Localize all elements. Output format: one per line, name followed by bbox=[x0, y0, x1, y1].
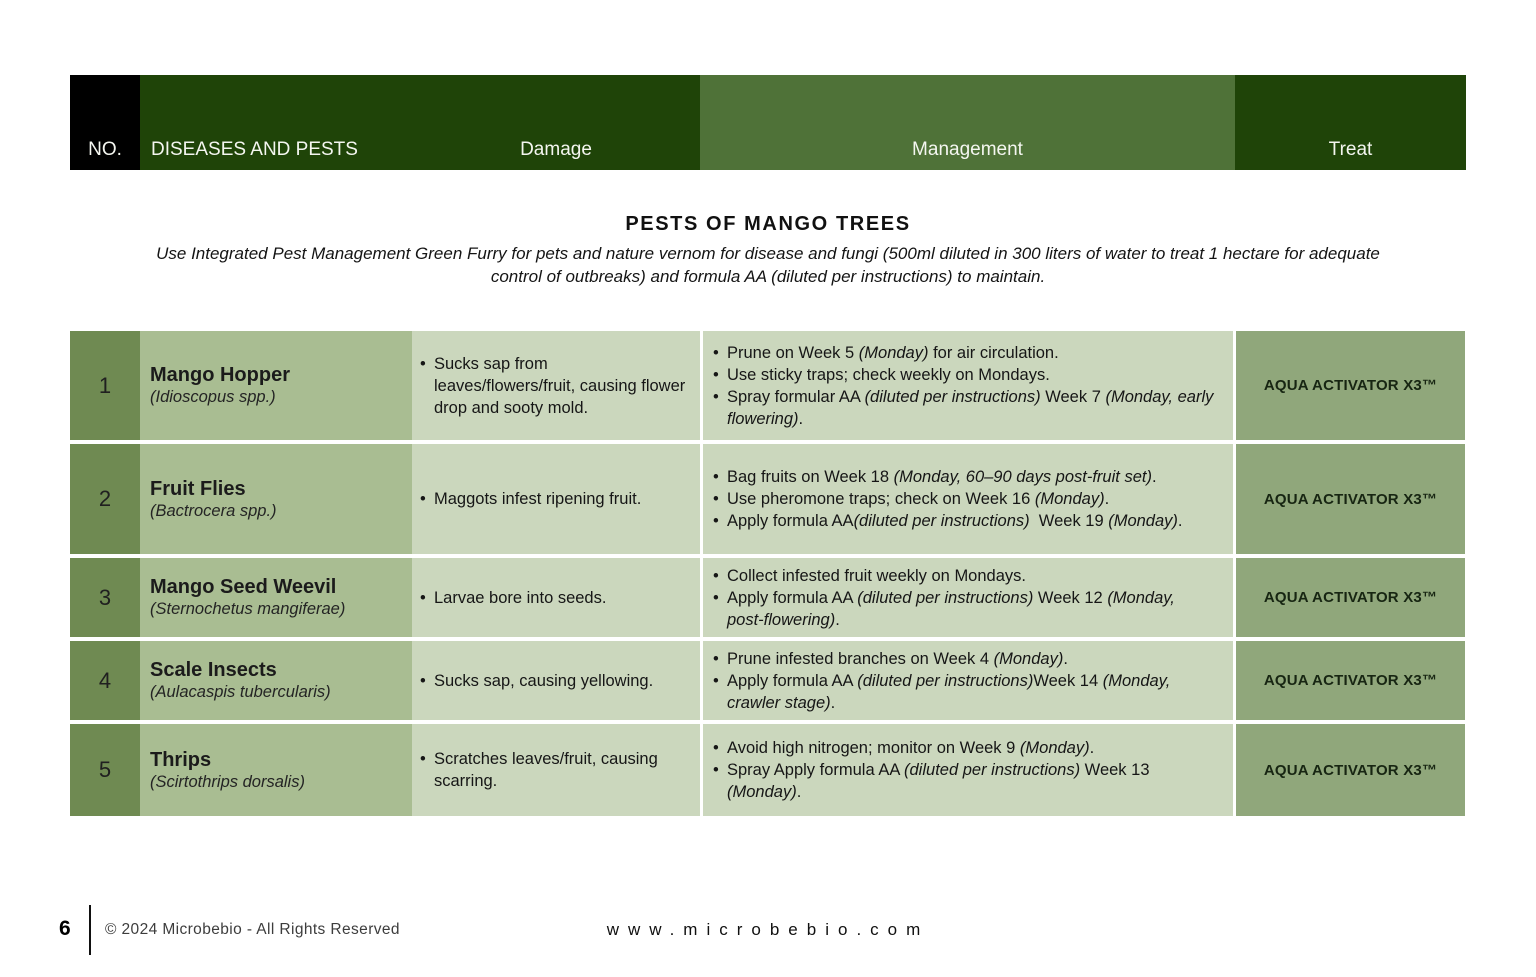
italic-note: (Monday) bbox=[1108, 512, 1178, 530]
list-item-text bbox=[727, 759, 1215, 803]
table-header bbox=[70, 75, 1466, 170]
bullet-icon: • bbox=[713, 365, 719, 384]
treat-cell bbox=[1236, 444, 1465, 554]
list-item bbox=[420, 748, 688, 792]
copyright-text: © 2024 Microbebio - All Rights Reserved bbox=[105, 921, 400, 938]
list-item bbox=[713, 565, 1215, 587]
treat-product-name: AQUA ACTIVATOR X3™ bbox=[1263, 672, 1438, 689]
row-number-cell: 1 bbox=[70, 331, 140, 440]
header-cell-treat bbox=[1235, 75, 1466, 170]
pest-cell bbox=[140, 641, 412, 720]
pest-cell bbox=[140, 558, 412, 637]
text-segment: . bbox=[1177, 512, 1183, 530]
bullet-icon: • bbox=[713, 671, 719, 690]
pest-species: (Bactrocera spp.) bbox=[150, 501, 277, 520]
treat-product-name: AQUA ACTIVATOR X3™ bbox=[1263, 761, 1438, 779]
text-segment: . bbox=[798, 409, 804, 428]
text-segment: Week 19 bbox=[1029, 512, 1109, 530]
intro-subtitle: Use Integrated Pest Management Green Furry for pets and nature vernom for disease and fungi (500ml diluted in 300 liters of water to treat 1 hectare for adequate control of outbreaks) and formula AA (diluted per instructions) to maintain. bbox=[156, 244, 1380, 286]
text-segment: . bbox=[835, 610, 840, 629]
bullet-icon: • bbox=[713, 387, 719, 406]
list-item bbox=[713, 466, 1215, 488]
text-segment: Prune infested branches on Week 4 bbox=[727, 649, 994, 668]
list-item-text bbox=[434, 748, 688, 792]
italic-note: (Monday) bbox=[1019, 739, 1090, 757]
italic-note: (Monday) bbox=[1034, 490, 1105, 508]
text-segment: Apply formula AA bbox=[727, 671, 858, 690]
bullet-icon: • bbox=[713, 343, 719, 362]
treat-cell bbox=[1236, 724, 1465, 816]
header-no-label: NO. bbox=[88, 139, 122, 160]
pest-name: Scale Insects bbox=[150, 659, 277, 681]
pest-name: Thrips bbox=[150, 748, 212, 771]
text-segment: Sucks sap, causing yellowing. bbox=[434, 671, 654, 690]
list-item-text bbox=[727, 587, 1215, 631]
list-item bbox=[420, 488, 688, 510]
text-segment: Apply formula AA bbox=[727, 512, 854, 530]
bullet-icon: • bbox=[713, 512, 719, 530]
bullet-icon: • bbox=[420, 490, 426, 508]
header-diseases-pests-label: DISEASES AND PESTS bbox=[151, 139, 358, 160]
text-segment: . bbox=[1089, 739, 1095, 757]
text-segment: Week 7 bbox=[1040, 387, 1106, 406]
list-item-text bbox=[727, 342, 1215, 364]
bullet-icon: • bbox=[713, 490, 719, 508]
pest-name: Mango Seed Weevil bbox=[150, 576, 337, 598]
text-segment: for air circulation. bbox=[928, 343, 1059, 362]
list-item-text bbox=[727, 565, 1215, 587]
bullet-icon: • bbox=[713, 739, 719, 757]
treat-product-name: AQUA ACTIVATOR X3™ bbox=[1263, 490, 1438, 508]
list-item bbox=[713, 587, 1215, 631]
text-segment: Bag fruits on Week 18 bbox=[727, 468, 894, 486]
list-item bbox=[713, 737, 1215, 759]
text-segment: Scratches leaves/fruit, causing scarring. bbox=[434, 750, 663, 790]
damage-cell bbox=[412, 444, 703, 554]
pest-species: (Sternochetus mangiferae) bbox=[150, 600, 346, 618]
row-number-cell: 3 bbox=[70, 558, 140, 637]
pest-cell bbox=[140, 331, 412, 440]
italic-note: (Monday, early flowering) bbox=[727, 387, 1218, 428]
table-row bbox=[70, 444, 1466, 554]
italic-note: (diluted per instructions) bbox=[853, 512, 1030, 530]
text-segment: Prune on Week 5 bbox=[727, 343, 859, 362]
row-number-cell: 5 bbox=[70, 724, 140, 816]
header-cell-diseases-pests bbox=[140, 75, 700, 170]
list-item bbox=[713, 648, 1215, 670]
list-item-text bbox=[727, 737, 1215, 759]
treat-cell bbox=[1236, 641, 1465, 720]
pest-species: (Scirtothrips dorsalis) bbox=[150, 772, 305, 791]
list-item-text bbox=[727, 648, 1215, 670]
italic-note: (Monday, 60–90 days post-fruit set) bbox=[893, 468, 1152, 486]
bullet-icon: • bbox=[420, 671, 426, 690]
list-item bbox=[713, 670, 1215, 714]
list-item bbox=[713, 342, 1215, 364]
bullet-icon: • bbox=[713, 566, 719, 585]
bullet-icon: • bbox=[713, 649, 719, 668]
text-segment: Sucks sap from leaves/flowers/fruit, causing flower drop and sooty mold. bbox=[434, 354, 690, 417]
intro-section bbox=[0, 213, 1536, 288]
treat-product-name: AQUA ACTIVATOR X3™ bbox=[1263, 589, 1438, 606]
text-segment: . bbox=[796, 783, 802, 801]
italic-note: (Monday) bbox=[727, 783, 797, 801]
damage-cell bbox=[412, 331, 703, 440]
italic-note: (diluted per instructions) bbox=[904, 761, 1081, 779]
management-cell bbox=[703, 641, 1236, 720]
bullet-icon: • bbox=[713, 761, 719, 779]
pest-name: Fruit Flies bbox=[150, 477, 246, 500]
pest-species: (Aulacaspis tubercularis) bbox=[150, 683, 331, 701]
list-item-text bbox=[727, 386, 1218, 430]
italic-note: (diluted per instructions) bbox=[857, 671, 1034, 690]
header-cell-no bbox=[70, 75, 140, 170]
text-segment: Collect infested fruit weekly on Mondays. bbox=[727, 566, 1026, 585]
text-segment: . bbox=[1151, 468, 1157, 486]
text-segment: Week 12 bbox=[1033, 588, 1108, 607]
list-item bbox=[713, 759, 1215, 803]
header-management-label: Management bbox=[912, 139, 1023, 160]
text-segment: Larvae bore into seeds. bbox=[434, 588, 607, 607]
treat-cell bbox=[1236, 558, 1465, 637]
management-cell bbox=[703, 331, 1236, 440]
header-treat-label: Treat bbox=[1328, 139, 1373, 160]
damage-cell bbox=[412, 724, 703, 816]
italic-note: (Monday) bbox=[858, 343, 929, 362]
italic-note: (diluted per instructions) bbox=[864, 387, 1041, 406]
table-row bbox=[70, 641, 1466, 720]
list-item-text bbox=[727, 510, 1215, 532]
italic-note: (Monday) bbox=[993, 649, 1064, 668]
text-segment: Week 14 bbox=[1033, 671, 1103, 690]
page-number: 6 bbox=[59, 917, 71, 940]
pest-cell bbox=[140, 724, 412, 816]
text-segment: Spray Apply formula AA bbox=[727, 761, 905, 779]
page-title: PESTS OF MANGO TREES bbox=[625, 213, 911, 235]
table-row bbox=[70, 331, 1466, 440]
damage-cell bbox=[412, 558, 703, 637]
list-item bbox=[713, 510, 1215, 532]
list-item-text bbox=[434, 353, 688, 419]
italic-note: (Monday, post-flowering) bbox=[727, 588, 1180, 629]
treat-cell bbox=[1236, 331, 1465, 440]
management-cell bbox=[703, 444, 1236, 554]
list-item-text bbox=[434, 488, 688, 510]
list-item bbox=[420, 353, 688, 419]
damage-cell bbox=[412, 641, 703, 720]
text-segment: . bbox=[1104, 490, 1110, 508]
header-cell-management bbox=[700, 75, 1235, 170]
text-segment: Spray formular AA bbox=[727, 387, 865, 406]
pest-cell bbox=[140, 444, 412, 554]
row-number-cell: 2 bbox=[70, 444, 140, 554]
text-segment: . bbox=[1063, 649, 1068, 668]
pest-table bbox=[70, 331, 1466, 816]
text-segment: Use sticky traps; check weekly on Mondays. bbox=[727, 365, 1050, 384]
bullet-icon: • bbox=[420, 354, 426, 373]
website-text: www.microbebio.com bbox=[606, 920, 930, 939]
list-item-text bbox=[727, 466, 1215, 488]
pest-species: (Idioscopus spp.) bbox=[150, 388, 276, 406]
list-item bbox=[420, 587, 688, 609]
management-cell bbox=[703, 558, 1236, 637]
list-item-text bbox=[434, 670, 688, 692]
list-item-text bbox=[434, 587, 688, 609]
text-segment: Apply formula AA bbox=[727, 588, 858, 607]
row-number-cell: 4 bbox=[70, 641, 140, 720]
header-damage-label: Damage bbox=[520, 139, 592, 160]
list-item-text bbox=[727, 670, 1215, 714]
list-item-text bbox=[727, 488, 1215, 510]
bullet-icon: • bbox=[713, 468, 719, 486]
text-segment: Use pheromone traps; check on Week 16 bbox=[727, 490, 1035, 508]
management-cell bbox=[703, 724, 1236, 816]
list-item bbox=[713, 488, 1215, 510]
table-row bbox=[70, 558, 1466, 637]
list-item bbox=[713, 364, 1215, 386]
text-segment: Maggots infest ripening fruit. bbox=[434, 490, 642, 508]
treat-product-name: AQUA ACTIVATOR X3™ bbox=[1263, 377, 1438, 394]
bullet-icon: • bbox=[420, 750, 426, 768]
pest-name: Mango Hopper bbox=[150, 364, 290, 386]
bullet-icon: • bbox=[420, 588, 426, 607]
bullet-icon: • bbox=[713, 588, 719, 607]
text-segment: Avoid high nitrogen; monitor on Week 9 bbox=[727, 739, 1020, 757]
text-segment: . bbox=[830, 693, 836, 712]
table-row bbox=[70, 724, 1466, 816]
list-item-text bbox=[727, 364, 1215, 386]
list-item bbox=[420, 670, 688, 692]
text-segment: Week 13 bbox=[1080, 761, 1155, 779]
list-item bbox=[713, 386, 1218, 430]
italic-note: (Monday, crawler stage) bbox=[727, 671, 1175, 712]
italic-note: (diluted per instructions) bbox=[857, 588, 1034, 607]
